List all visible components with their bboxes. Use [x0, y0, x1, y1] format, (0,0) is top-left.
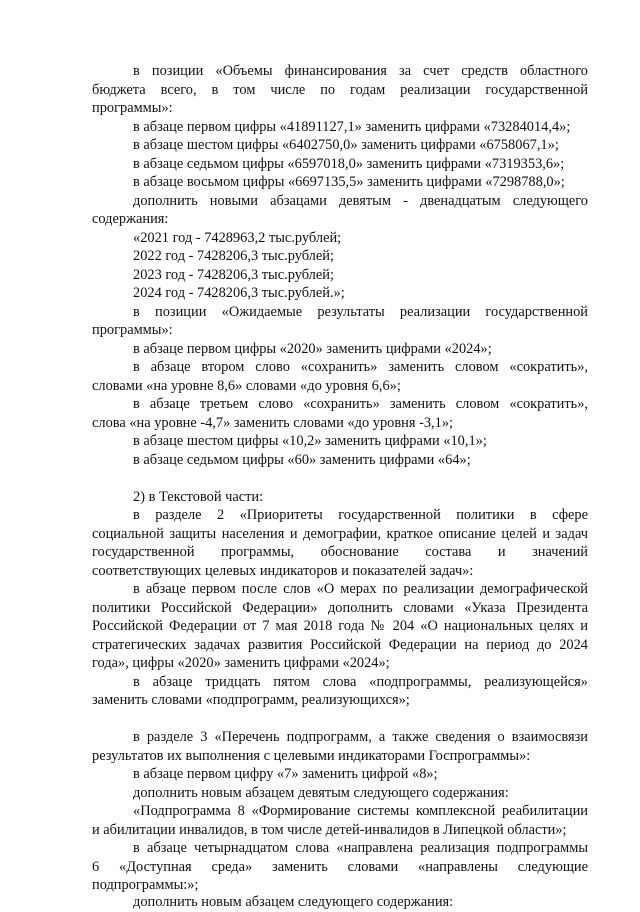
text-line: дополнить новым абзацем девятым следующего содержания: — [133, 785, 509, 801]
text-line: года», цифры «2020» заменить цифрами «2024»; — [92, 655, 390, 671]
text-line: подпрограммы:»; — [92, 877, 199, 893]
text-line: 6 «Доступная среда» заменить словами «направлены следующие — [92, 859, 588, 875]
text-line: заменить словами «подпрограмм, реализующихся»; — [92, 692, 410, 708]
text-line: в позиции «Ожидаемые результаты реализации государственной — [133, 304, 588, 320]
text-line: в абзаце седьмом цифры «6597018,0» заменить цифрами «7319353,6»; — [133, 156, 565, 172]
text-line: программы»: — [92, 322, 173, 338]
text-line: политики Российской Федерации» дополнить словами «Указа Президента — [92, 600, 588, 616]
text-line: в абзаце третьем слово «сохранить» заменить словом «сократить», — [133, 396, 588, 412]
text-line: программы»: — [92, 100, 173, 116]
text-line: в абзаце шестом цифры «6402750,0» заменить цифрами «6758067,1»; — [133, 137, 559, 153]
text-line: дополнить новым абзацем следующего содержания: — [133, 894, 454, 910]
text-line: в абзаце седьмом цифры «60» заменить цифрами «64»; — [133, 452, 471, 468]
text-line: в абзаце шестом цифры «10,2» заменить цифрами «10,1»; — [133, 433, 487, 449]
text-line: стратегических задачах развития Российской Федерации на период до 2024 — [92, 637, 588, 653]
text-line: социальной защиты населения и демографии, краткое описание целей и задач — [92, 526, 588, 542]
text-line: в абзаце первом цифры «41891127,1» заменить цифрами «73284014,4»; — [133, 119, 571, 135]
text-line: в абзаце втором слово «сохранить» заменить словом «сократить», — [133, 359, 588, 375]
text-line: 2023 год - 7428206,3 тыс.рублей; — [133, 267, 334, 283]
text-line: содержания: — [92, 211, 169, 227]
text-line: дополнить новыми абзацами девятым - двенадцатым следующего — [133, 193, 588, 209]
text-line: и абилитации инвалидов, в том числе детей-инвалидов в Липецкой области»; — [92, 822, 567, 838]
text-line: в абзаце первом цифру «7» заменить цифрой «8»; — [133, 766, 438, 782]
text-line: результатов их выполнения с целевыми индикаторами Госпрограммы»: — [92, 748, 531, 764]
text-line: в абзаце первом цифры «2020» заменить цифрами «2024»; — [133, 341, 492, 357]
text-line: словами «на уровне 8,6» словами «до уровня 6,6»; — [92, 378, 401, 394]
text-line: 2022 год - 7428206,3 тыс.рублей; — [133, 248, 334, 264]
text-line: государственной программы, обоснование состава и значений — [92, 544, 588, 560]
section-heading: 2) в Текстовой части: — [133, 489, 264, 505]
text-line: в абзаце первом после слов «О мерах по реализации демографической — [133, 581, 588, 597]
text-line: бюджета всего, в том числе по годам реализации государственной — [92, 82, 588, 98]
text-line: «2021 год - 7428963,2 тыс.рублей; — [133, 230, 342, 246]
text-line: в абзаце четырнадцатом слова «направлена реализация подпрограммы — [133, 840, 588, 856]
text-line: соответствующих целевых индикаторов и показателей задач»: — [92, 563, 474, 579]
text-line: в позиции «Объемы финансирования за счет средств областного — [133, 63, 588, 79]
text-line: в абзаце тридцать пятом слова «подпрограммы, реализующейся» — [133, 674, 588, 690]
text-line: Российской Федерации от 7 мая 2018 года № 204 «О национальных целях и — [92, 618, 588, 634]
text-line: «Подпрограмма 8 «Формирование системы комплексной реабилитации — [133, 803, 588, 819]
text-line: слова «на уровне -4,7» заменить словами «до уровня -3,1»; — [92, 415, 454, 431]
text-line: в абзаце восьмом цифры «6697135,5» заменить цифрами «7298788,0»; — [133, 174, 565, 190]
text-line: в разделе 3 «Перечень подпрограмм, а также сведения о взаимосвязи — [133, 729, 588, 745]
text-line: 2024 год - 7428206,3 тыс.рублей.»; — [133, 285, 345, 301]
text-line: в разделе 2 «Приоритеты государственной политики в сфере — [133, 507, 588, 523]
